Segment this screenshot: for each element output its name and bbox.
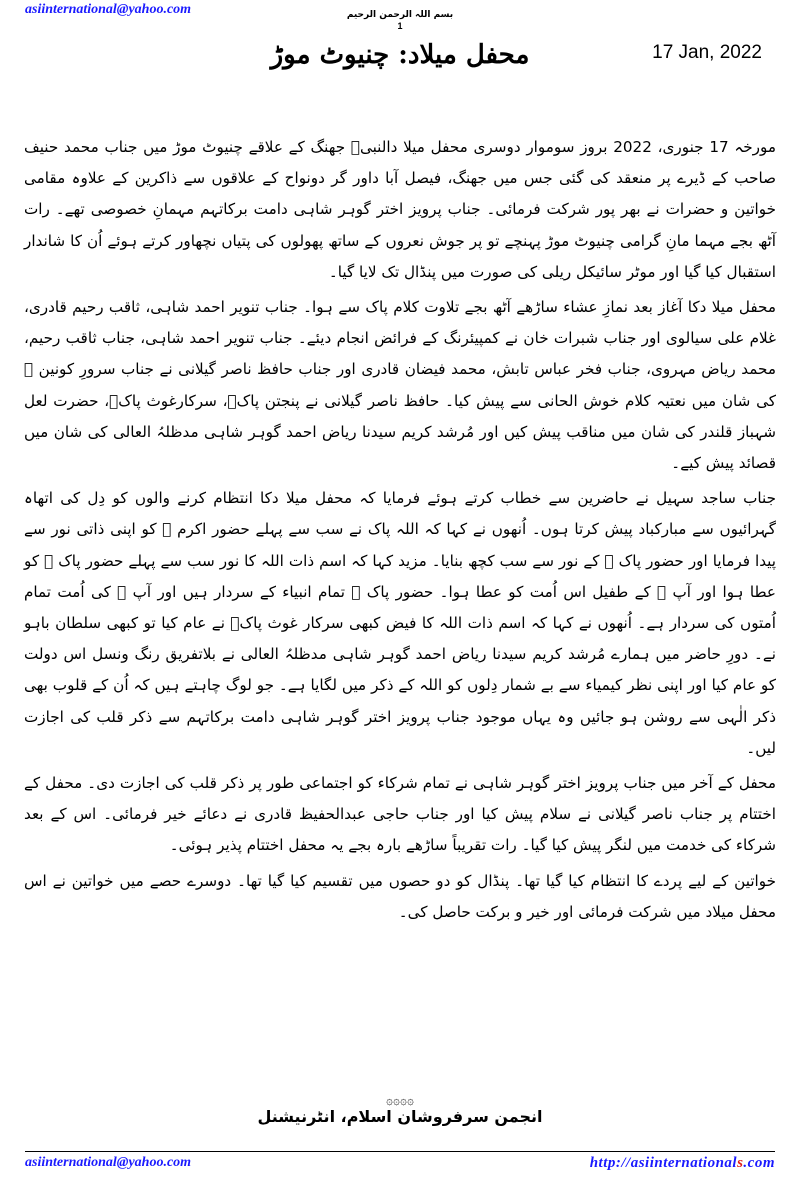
article-paragraph: خواتین کے لیے پردے کا انتظام کیا گیا تھا۔ پنڈال کو دو حصوں میں تقسیم کیا گیا تھا۔ دوسرے حصے میں خواتین نے اس محفل میلاد میں شرکت فرمائی اور خیر و برکت حاصل کی۔ — [24, 871, 776, 921]
website-accent-letter: s — [737, 1155, 744, 1171]
article-paragraph: محفل کے آخر میں جناب پرویز اختر گوہر شاہی نے تمام شرکاء کو اجتماعی طور پر ذکر قلب کی اجازت دی۔ محفل کے اختتام پر جناب ناصر گیلانی نے سلام پیش کیا اور جناب حاجی عبدالحفیظ قادری نے دعائے خیر فرمائی۔ اس کے بعد شرکاء کی خدمت میں لنگر پیش کیا گیا۔ رات تقریباً ساڑھے بارہ بجے یہ محفل اختتام پذیر ہوئی۔ — [24, 774, 776, 855]
bismillah-heading: بسم اللہ الرحمن الرحیم — [346, 10, 454, 20]
footer-divider — [25, 1151, 775, 1152]
website-suffix: .com — [743, 1155, 775, 1171]
footer-email[interactable]: asiinternational@yahoo.com — [25, 1155, 192, 1170]
article-paragraph: جناب ساجد سہیل نے حاضرین سے خطاب کرتے ہوئے فرمایا کہ محفل میلا دکا انتظام کرنے والوں کو دِل کی اتھاہ گہرائیوں سے مبارکباد پیش کرتا ہوں۔ اُنھوں نے کہا کہ اللہ پاک نے سب سے پہلے حضور اکرم ﷺ کو اپنی ذاتی نور سے پیدا فرمایا اور حضور پاک ﷺ کے نور سے سب کچھ بنایا۔ مزید کہا کہ اسم ذات اللہ کا نور سب سے پہلے حضور پاک ﷺ کو عطا ہوا اور آپ ﷺ کے طفیل اس اُمت کو عطا ہوا۔ حضور پاک ﷺ تمام انبیاء کے سردار ہیں اور آپ ﷺ کی اُمت تمام اُمتوں کی سردار ہے۔ اُنھوں نے کہا کہ اسم ذات اللہ کا فیض کبھی سرکار غوث پاکؓ نے عام کیا تو کبھی سلطان باہو نے۔ دورِ حاضر میں ہمارے مُرشد کریم سیدنا ریاض احمد گوہر شاہی مدظلہُ العالی نے بلاتفریق رنگ ونسل اس دولت کو عام کیا اور اپنی نظر کیمیاء سے بے شمار دِلوں کو اللہ کے ذکر میں لگایا ہے۔ جو لوگ چاہتے ہیں کہ اُن کے قلوب بھی ذکر الٰہی سے روشن ہو جائیں وہ یہاں موجود جناب پرویز اختر گوہر شاہی دامت برکاتہم سے ذکر قلب کی اجازت لیں۔ — [24, 489, 776, 757]
article-body — [24, 132, 776, 932]
article-paragraph: محفل میلا دکا آغاز بعد نمازِ عشاء ساڑھے آٹھ بجے تلاوت کلام پاک سے ہوا۔ جناب تنویر احمد شاہی، ثاقب رحیم قادری، غلام علی سیالوی اور جناب شبرات خان نے کمپیئرنگ کے فرائض انجام دیئے۔ جناب تنویر احمد شاہی، جناب ثاقب رحیم، محمد ریاض مہروی، جناب فخر عباس تابش، محمد فیضان قادری اور جناب حافظ ناصر گیلانی نے جناب سرورِ کونین ﷺ کی شان میں نعتیہ کلام خوش الحانی سے پیش کیا۔ حافظ ناصر گیلانی نے پنجتن پاکؑ، سرکارغوث پاکؓ، حضرت لعل شہباز قلندر کی شان میں مناقب پیش کیں اور مُرشد کریم سیدنا ریاض احمد گوہر شاہی مدظلہُ العالی کی شان میں قصائد پیش کیے۔ — [24, 298, 776, 473]
header-email[interactable]: asiinternational@yahoo.com — [25, 2, 192, 17]
article-paragraph: مورخہ 17 جنوری، 2022 بروز سوموار دوسری محفل میلا دالنبیؐ جھنگ کے علاقے چنیوٹ موڑ میں جناب محمد حنیف صاحب کے ڈیرے پر منعقد کی گئی جس میں جھنگ، فیصل آبا داور گر دونواح کے علاقوں سے ذاکرین کے علاوہ مقامی خواتین و حضرات نے بھر پور شرکت فرمائی۔ جناب پرویز اختر گوہر شاہی دامت برکاتہم مہمانِ خصوصی تھے۔ رات آٹھ بجے مہما مانِ گرامی چنیوٹ موڑ پہنچے تو پر جوش نعروں کے ساتھ پھولوں کی پتیاں نچھاور کرتے ہوئے اُن کا شاندار استقبال کیا گیا اور موٹر سائیکل ریلی کی صورت میں پنڈال تک لایا گیا۔ — [24, 138, 776, 281]
website-prefix: http://asiinternational — [589, 1155, 738, 1171]
ornament-stars: ۞۞۞۞ — [385, 1093, 415, 1107]
article-date: 17 Jan, 2022 — [652, 42, 762, 63]
page-number: 1 — [397, 21, 403, 31]
page-title: محفل میلاد: چنیوٹ موڑ — [270, 40, 530, 70]
footer-website-link[interactable] — [590, 1155, 775, 1172]
organization-name: انجمن سرفروشان اسلام، انٹرنیشنل — [257, 1107, 543, 1126]
